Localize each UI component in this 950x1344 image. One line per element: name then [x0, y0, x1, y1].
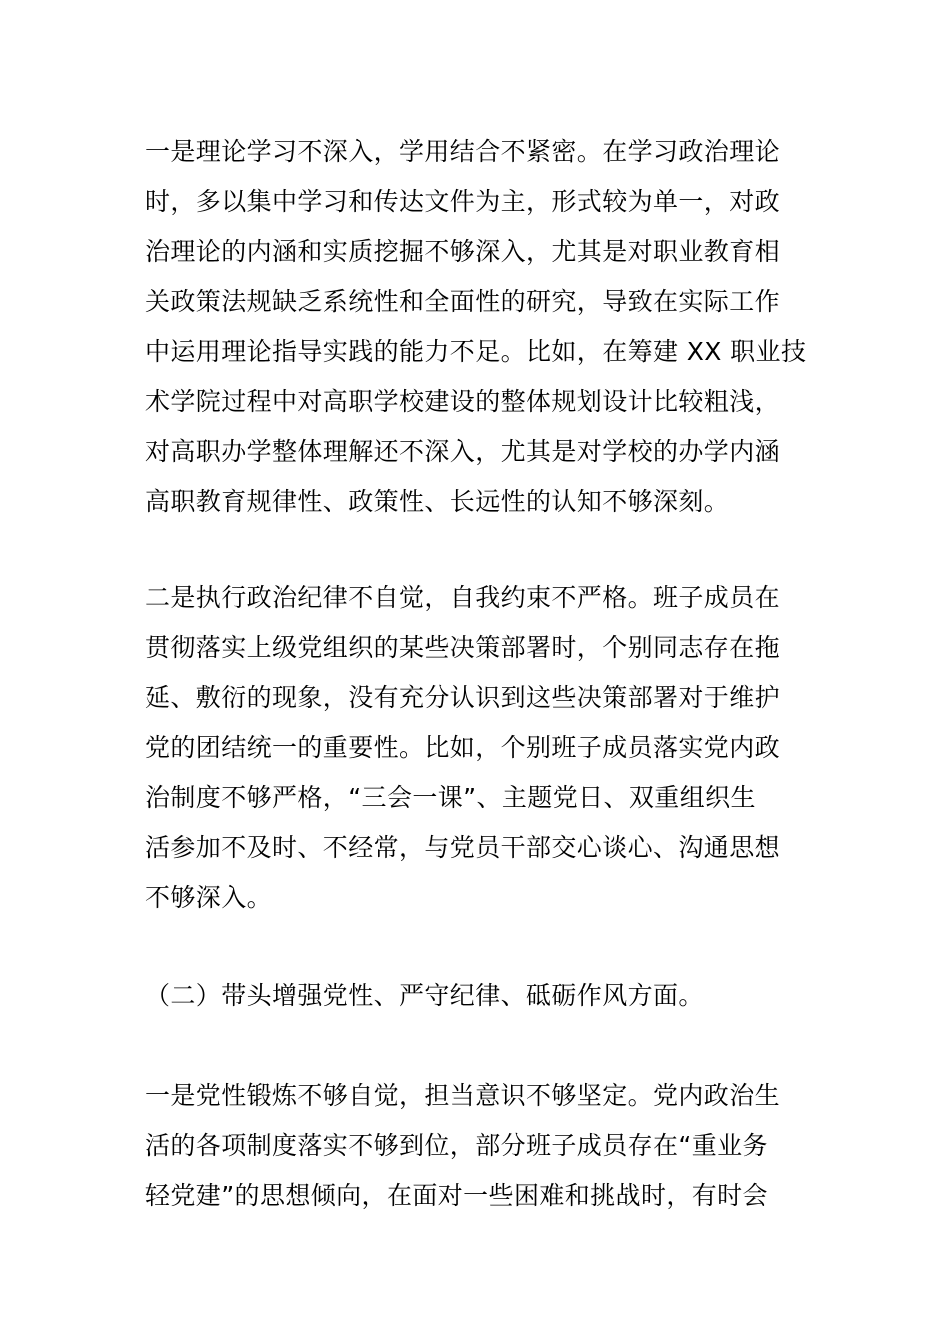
text-line: 关政策法规缺乏系统性和全面性的研究，导致在实际工作	[145, 287, 781, 316]
text-line: 治制度不够严格，“三会一课”、主题党日、双重组织生	[145, 783, 756, 812]
text-line: 高职教育规律性、政策性、长远性的认知不够深刻。	[145, 487, 730, 516]
text-line: 对高职办学整体理解还不深入，尤其是对学校的办学内涵	[145, 437, 781, 466]
text-line: 延、敷衍的现象，没有充分认识到这些决策部署对于维护	[145, 683, 781, 712]
text-line: 活的各项制度落实不够到位，部分班子成员存在“重业务	[145, 1131, 768, 1160]
text-line: 轻党建”的思想倾向，在面对一些困难和挑战时，有时会	[145, 1181, 768, 1210]
paragraph-theory-study	[145, 127, 815, 527]
text-line: 时，多以集中学习和传达文件为主，形式较为单一，对政	[145, 187, 781, 216]
section-heading-text: （二）带头增强党性、严守纪律、砥砺作风方面。	[145, 981, 704, 1010]
paragraph-political-discipline	[145, 573, 815, 923]
text-line: 一是党性锻炼不够自觉，担当意识不够坚定。党内政治生	[145, 1081, 781, 1110]
text-line: 一是理论学习不深入，学用结合不紧密。在学习政治理论	[145, 137, 781, 166]
text-line: 术学院过程中对高职学校建设的整体规划设计比较粗浅，	[145, 387, 781, 416]
text-line: 二是执行政治纪律不自觉，自我约束不严格。班子成员在	[145, 583, 781, 612]
text-line: 贯彻落实上级党组织的某些决策部署时，个别同志存在拖	[145, 633, 781, 662]
section-heading	[145, 971, 815, 1021]
text-line: 不够深入。	[145, 883, 273, 912]
text-line: 党的团结统一的重要性。比如，个别班子成员落实党内政	[145, 733, 781, 762]
text-line: 治理论的内涵和实质挖掘不够深入，尤其是对职业教育相	[145, 237, 781, 266]
text-line: 中运用理论指导实践的能力不足。比如，在筹建 XX 职业技	[145, 337, 807, 366]
paragraph-party-spirit	[145, 1071, 815, 1221]
text-line: 活参加不及时、不经常，与党员干部交心谈心、沟通思想	[145, 833, 781, 862]
